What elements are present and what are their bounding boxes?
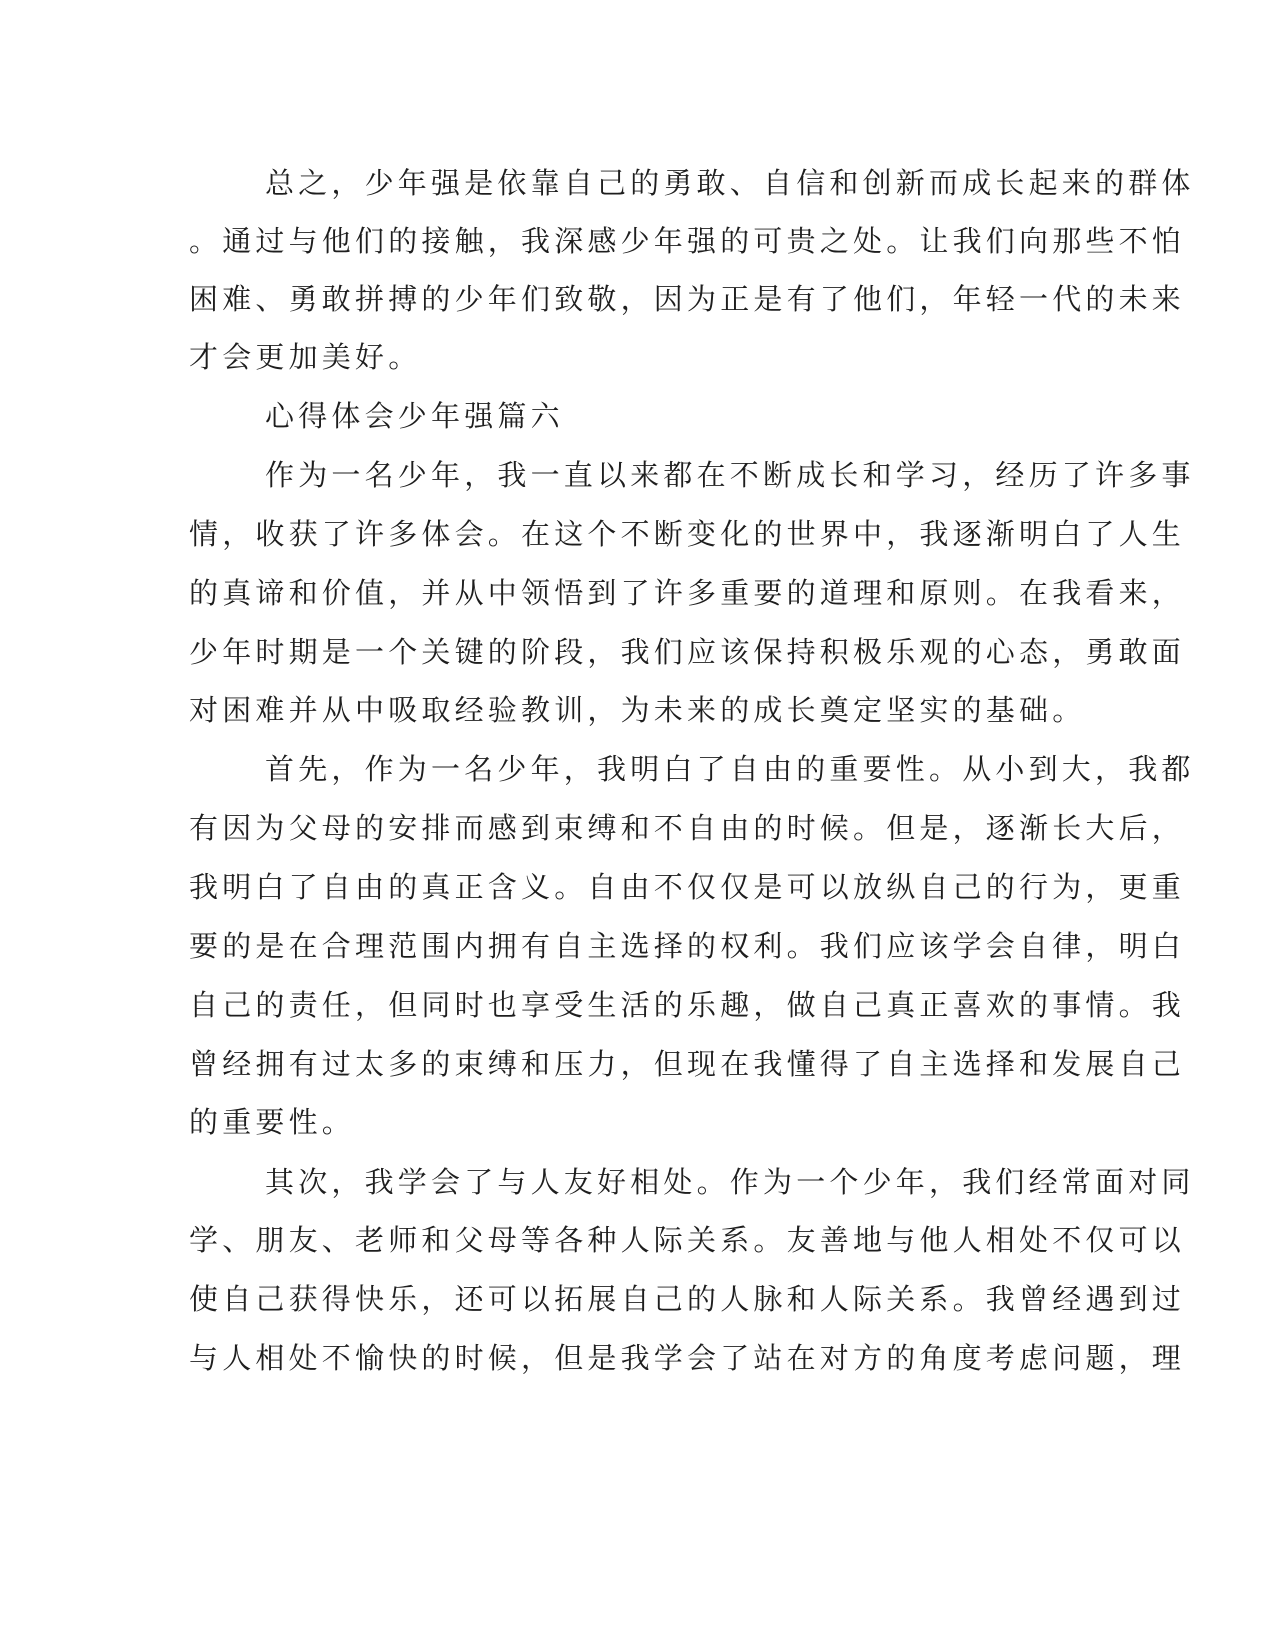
paragraph-line: 困难、勇敢拼搏的少年们致敬，因为正是有了他们，年轻一代的未来 (189, 282, 1186, 316)
paragraph-line: 少年时期是一个关键的阶段，我们应该保持积极乐观的心态，勇敢面 (189, 635, 1186, 669)
paragraph-line: 使自己获得快乐，还可以拓展自己的人脉和人际关系。我曾经遇到过 (189, 1282, 1186, 1316)
paragraph-line: 与人相处不愉快的时候，但是我学会了站在对方的角度考虑问题，理 (189, 1341, 1186, 1375)
paragraph-line: 有因为父母的安排而感到束缚和不自由的时候。但是，逐渐长大后， (189, 811, 1186, 845)
section-heading: 心得体会少年强篇六 (265, 399, 564, 433)
paragraph-line: 自己的责任，但同时也享受生活的乐趣，做自己真正喜欢的事情。我 (189, 988, 1186, 1022)
paragraph-line: 才会更加美好。 (189, 340, 422, 374)
paragraph-line: 学、朋友、老师和父母等各种人际关系。友善地与他人相处不仅可以 (189, 1223, 1186, 1257)
paragraph-line: 情，收获了许多体会。在这个不断变化的世界中，我逐渐明白了人生 (189, 517, 1186, 551)
paragraph-line: 。通过与他们的接触，我深感少年强的可贵之处。让我们向那些不怕 (189, 224, 1186, 258)
paragraph-line: 要的是在合理范围内拥有自主选择的权利。我们应该学会自律，明白 (189, 929, 1186, 963)
paragraph-line: 作为一名少年，我一直以来都在不断成长和学习，经历了许多事 (265, 458, 1195, 492)
paragraph-line: 的真谛和价值，并从中领悟到了许多重要的道理和原则。在我看来， (189, 576, 1186, 610)
paragraph-line: 我明白了自由的真正含义。自由不仅仅是可以放纵自己的行为，更重 (189, 870, 1186, 904)
paragraph-line: 的重要性。 (189, 1105, 356, 1139)
paragraph-line: 其次，我学会了与人友好相处。作为一个少年，我们经常面对同 (265, 1165, 1195, 1199)
paragraph-line: 对困难并从中吸取经验教训，为未来的成长奠定坚实的基础。 (189, 693, 1086, 727)
paragraph-line: 首先，作为一名少年，我明白了自由的重要性。从小到大，我都 (265, 752, 1195, 786)
paragraph-line: 曾经拥有过太多的束缚和压力，但现在我懂得了自主选择和发展自己 (189, 1047, 1186, 1081)
paragraph-line: 总之，少年强是依靠自己的勇敢、自信和创新而成长起来的群体 (265, 166, 1195, 200)
